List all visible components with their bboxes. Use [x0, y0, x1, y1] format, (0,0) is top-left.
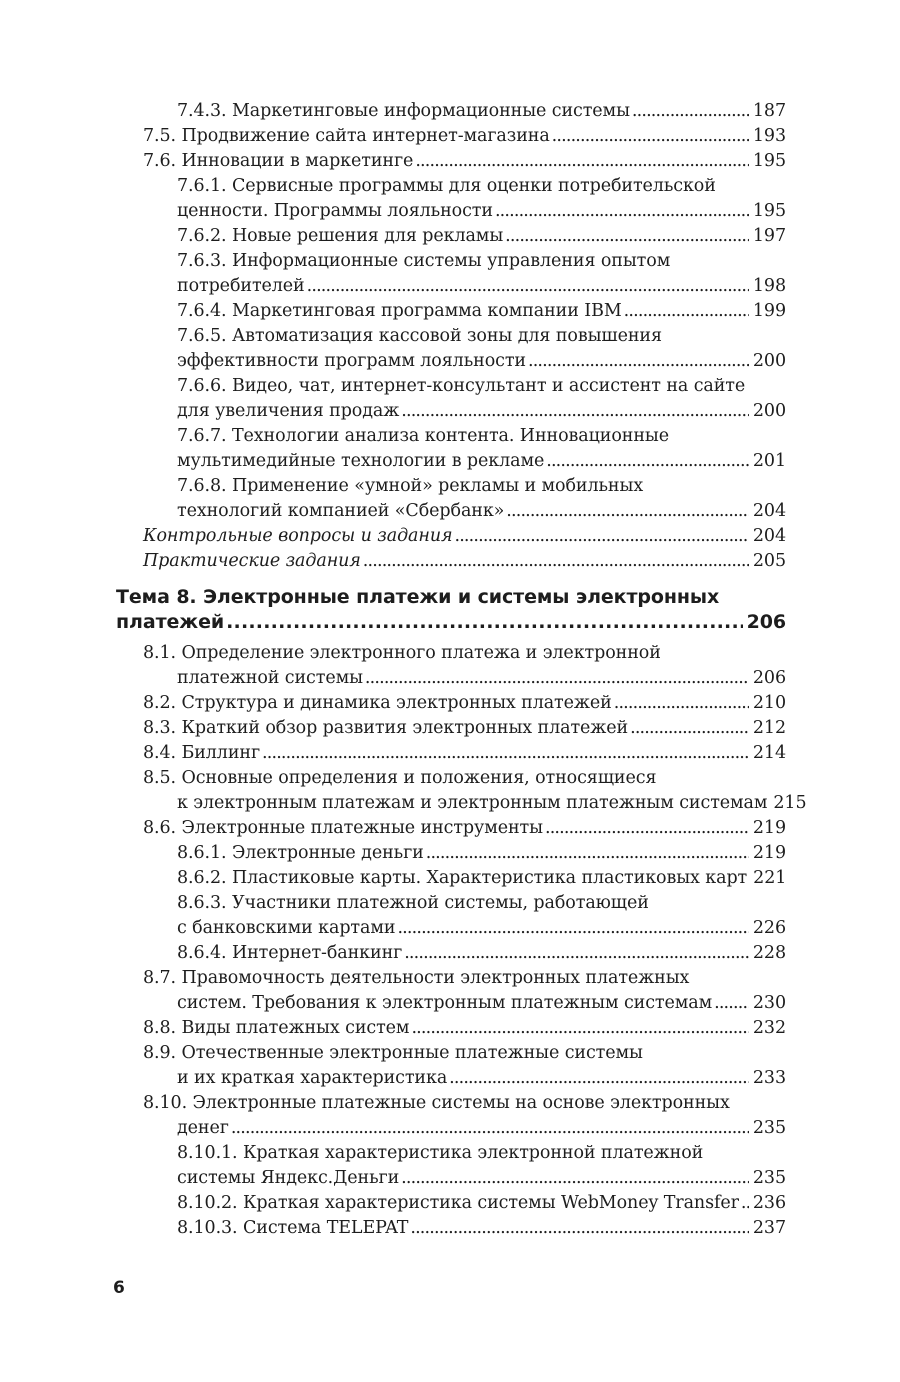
toc-entry	[0, 549, 900, 574]
toc-page-number: 228	[752, 943, 786, 963]
toc-page-number: 198	[752, 276, 786, 296]
toc-entry-title-line: потребителей	[177, 276, 305, 296]
toc-page-number: 200	[752, 401, 786, 421]
toc-entry	[0, 324, 900, 374]
toc-entry-title-line: Тема 8. Электронные платежи и системы электронных	[116, 586, 720, 608]
toc-entry-title-line: Практические задания	[143, 551, 361, 571]
toc-page-number: 193	[752, 126, 786, 146]
toc-page-number: 221	[753, 868, 787, 888]
toc-entry	[0, 99, 900, 124]
page-number: 6	[113, 1278, 125, 1298]
toc-entry	[0, 424, 900, 474]
dot-leader	[415, 149, 749, 174]
toc-entry-title-line: 7.6.2. Новые решения для рекламы	[177, 226, 504, 246]
toc-entry-title-line: 7.6. Инновации в маркетинге	[143, 151, 414, 171]
dot-leader	[741, 1191, 749, 1216]
dot-leader	[545, 816, 749, 841]
toc-page-number: 201	[752, 451, 786, 471]
toc-entry	[0, 1016, 900, 1041]
toc-entry-title-line: эффективности программ лояльности	[177, 351, 526, 371]
toc-entry	[0, 149, 900, 174]
dot-leader	[528, 349, 749, 374]
toc-entry-title-line: для увеличения продаж	[177, 401, 400, 421]
toc-page-number: 235	[752, 1118, 786, 1138]
toc-page-number: 187	[752, 101, 786, 121]
toc-entry-title-line: 7.6.4. Маркетинговая программа компании IBM	[177, 301, 622, 321]
dot-leader	[506, 499, 749, 524]
toc-entry-title-line: денег	[177, 1118, 229, 1138]
toc-entry-title-line: 8.3. Краткий обзор развития электронных платежей	[143, 718, 629, 738]
toc-entry	[0, 691, 900, 716]
dot-leader	[365, 666, 749, 691]
toc-entry-title-line: мультимедийные технологии в рекламе	[177, 451, 545, 471]
dot-leader	[714, 991, 749, 1016]
toc-entry	[0, 866, 900, 891]
toc-entry-title-line: систем. Требования к электронным платежным системам	[177, 993, 713, 1013]
toc-entry	[0, 174, 900, 224]
toc-entry-title-line: 7.6.1. Сервисные программы для оценки потребительской	[177, 176, 716, 196]
toc-page-number: 205	[752, 551, 786, 571]
toc-entry-title-line: 8.8. Виды платежных систем	[143, 1018, 410, 1038]
dot-leader	[363, 549, 749, 574]
toc-entry-title-line: 7.6.8. Применение «умной» рекламы и мобильных	[177, 476, 644, 496]
toc-entry	[0, 124, 900, 149]
toc-entry-title-line: 8.5. Основные определения и положения, относящиеся	[143, 768, 657, 788]
toc-entry	[0, 299, 900, 324]
toc-entry	[0, 966, 900, 1016]
dot-leader	[307, 274, 749, 299]
toc-page-number: 212	[752, 718, 786, 738]
toc-entry-title-line: 8.7. Правомочность деятельности электронных платежных	[143, 968, 690, 988]
dot-leader	[397, 916, 748, 941]
dot-leader	[426, 841, 749, 866]
toc-page-number: 206	[746, 611, 786, 633]
toc-page-number: 219	[752, 818, 786, 838]
dot-leader	[401, 399, 749, 424]
toc-page-number: 215	[773, 793, 807, 813]
toc-entry	[0, 474, 900, 524]
toc-entry-title-line: 8.9. Отечественные электронные платежные системы	[143, 1043, 643, 1063]
dot-leader	[495, 199, 749, 224]
toc-entry-title-line: к электронным платежам и электронным платежным системам	[177, 793, 768, 813]
toc-entry	[0, 1141, 900, 1191]
toc-page-number: 219	[752, 843, 786, 863]
toc-entry-title-line: 8.6.4. Интернет-банкинг	[177, 943, 403, 963]
toc-entry-title-line: с банковскими картами	[177, 918, 396, 938]
toc-entry	[0, 891, 900, 941]
toc-entry	[0, 1091, 900, 1141]
toc-entry-title-line: 8.10.2. Краткая характеристика системы WebMoney Transfer	[177, 1193, 739, 1213]
toc-page-number: 230	[752, 993, 786, 1013]
toc-entry-title-line: платежной системы	[177, 668, 363, 688]
toc-entry-title-line: 7.6.5. Автоматизация кассовой зоны для повышения	[177, 326, 662, 346]
toc-entry-title-line: 8.6.3. Участники платежной системы, работающей	[177, 893, 649, 913]
dot-leader	[624, 299, 749, 324]
toc-entry	[0, 1216, 900, 1241]
dot-leader	[552, 124, 749, 149]
toc-page-number: 236	[752, 1193, 786, 1213]
dot-leader	[404, 941, 749, 966]
toc-entry-title-line: 8.1. Определение электронного платежа и электронной	[143, 643, 661, 663]
dot-leader	[231, 1116, 749, 1141]
dot-leader	[262, 741, 749, 766]
toc-page-number: 200	[752, 351, 786, 371]
toc-entry-title-line: 8.10.1. Краткая характеристика электронной платежной	[177, 1143, 704, 1163]
toc-page-number: 195	[752, 151, 786, 171]
toc-entry-title-line: технологий компанией «Сбербанк»	[177, 501, 505, 521]
toc-entry	[0, 1191, 900, 1216]
dot-leader	[226, 610, 743, 635]
toc-page-number: 226	[752, 918, 786, 938]
toc-entry	[0, 249, 900, 299]
toc-entry	[0, 941, 900, 966]
toc-entry-title-line: 7.5. Продвижение сайта интернет-магазина	[143, 126, 550, 146]
dot-leader	[614, 691, 749, 716]
toc-entry	[0, 841, 900, 866]
toc-entry-title-line: 8.6.2. Пластиковые карты. Характеристика пластиковых карт	[177, 868, 748, 888]
toc-entry-title-line: 7.6.7. Технологии анализа контента. Инновационные	[177, 426, 669, 446]
toc-entry	[0, 585, 900, 635]
toc-entry-title-line: 8.6.1. Электронные деньги	[177, 843, 424, 863]
toc-entry-title-line: ценности. Программы лояльности	[177, 201, 493, 221]
dot-leader	[632, 99, 749, 124]
toc-page-number: 195	[752, 201, 786, 221]
dot-leader	[401, 1166, 749, 1191]
dot-leader	[411, 1016, 748, 1041]
toc-page-number: 199	[752, 301, 786, 321]
toc-entry-title-line: и их краткая характеристика	[177, 1068, 448, 1088]
toc-page-number: 197	[752, 226, 786, 246]
toc-page-number: 204	[752, 501, 786, 521]
toc-entry	[0, 374, 900, 424]
toc-entry	[0, 816, 900, 841]
dot-leader	[546, 449, 749, 474]
dot-leader	[630, 716, 749, 741]
toc-entry-title-line: платежей	[116, 611, 225, 633]
toc-page-number: 237	[752, 1218, 786, 1238]
toc-entry-title-line: 8.2. Структура и динамика электронных платежей	[143, 693, 612, 713]
toc-entry	[0, 1041, 900, 1091]
toc-entry-title-line: 8.10.3. Система TELEPAT	[177, 1218, 409, 1238]
toc-entry	[0, 766, 900, 816]
toc-page-number: 233	[752, 1068, 786, 1088]
toc-page-number: 232	[752, 1018, 786, 1038]
toc-entry-title-line: 7.6.3. Информационные системы управления опытом	[177, 251, 671, 271]
dot-leader	[449, 1066, 749, 1091]
toc-page-number: 210	[752, 693, 786, 713]
toc-entry-title-line: 8.6. Электронные платежные инструменты	[143, 818, 543, 838]
toc-entry	[0, 716, 900, 741]
toc-entry-title-line: 8.10. Электронные платежные системы на основе электронных	[143, 1093, 730, 1113]
toc-entry-title-line: 8.4. Биллинг	[143, 743, 261, 763]
dot-leader	[505, 224, 749, 249]
toc-page-number: 204	[752, 526, 786, 546]
toc-entry-title-line: системы Яндекс.Деньги	[177, 1168, 400, 1188]
toc-entry	[0, 641, 900, 691]
toc-entry-title-line: Контрольные вопросы и задания	[143, 526, 453, 546]
toc-entry	[0, 741, 900, 766]
dot-leader	[454, 524, 748, 549]
toc-entry	[0, 524, 900, 549]
toc-entry-title-line: 7.6.6. Видео, чат, интернет-консультант и ассистент на сайте	[177, 376, 746, 396]
toc-entry-title-line: 7.4.3. Маркетинговые информационные системы	[177, 101, 630, 121]
table-of-contents	[0, 99, 900, 1241]
toc-page-number: 235	[752, 1168, 786, 1188]
toc-page-number: 206	[752, 668, 786, 688]
toc-page-number: 214	[752, 743, 786, 763]
dot-leader	[410, 1216, 749, 1241]
toc-entry	[0, 224, 900, 249]
